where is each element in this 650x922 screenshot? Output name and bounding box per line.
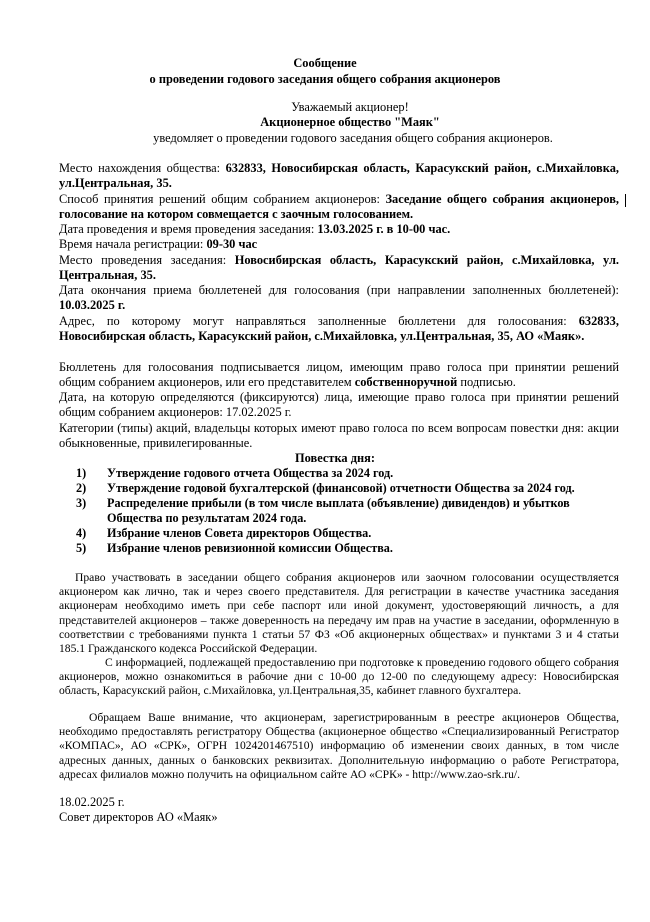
location-paragraph [59, 161, 619, 192]
agenda-item-text: Избрание членов Совета директоров Общества. [107, 526, 372, 541]
agenda-item [76, 541, 621, 556]
agenda-list [76, 466, 621, 557]
registration-paragraph [59, 237, 619, 252]
venue-value: Новосибирская область, Карасукский район, с.Михайловка, ул. Центральная, 35. [59, 253, 619, 283]
deadline-paragraph [59, 283, 619, 314]
agenda-item [76, 466, 621, 481]
address-label: Адрес, по которому могут направляться заполненные бюллетени для голосования: [59, 314, 567, 328]
ballot-paragraph [59, 360, 619, 391]
agenda-item-text: Распределение прибыли (в том числе выплата (объявление) дивидендов) и убытков Общества по результатам 2024 года. [107, 496, 570, 526]
agenda-item-number: 5) [76, 541, 87, 556]
company-name: Акционерное общество "Маяк" [260, 115, 440, 129]
agenda-item-text: Избрание членов ревизионной комиссии Общества. [107, 541, 393, 556]
categories-paragraph: Категории (типы) акций, владельцы которых имеют право голоса по всем вопросам повестки дня: акции обыкновенные, привилегированные. [59, 421, 619, 451]
ballot-bold-text: собственноручной [354, 375, 458, 390]
document-title: Сообщение [293, 56, 357, 70]
greeting: Уважаемый акционер! [291, 100, 409, 114]
method-label: Способ принятия решений общим собранием акционеров: [59, 192, 380, 206]
agenda-item-number: 1) [76, 466, 87, 480]
agenda-title: Повестка дня: [295, 451, 375, 465]
registration-value: 09-30 час [206, 237, 258, 251]
agenda-item-text: Утверждение годового отчета Общества за 2024 год. [107, 466, 394, 480]
address-paragraph [59, 314, 619, 345]
deadline-label: Дата окончания приема бюллетеней для голосования (при направлении заполненных бюллетеней): [59, 283, 619, 297]
agenda-item [76, 481, 621, 496]
address-value: 632833, Новосибирская область, Карасукский район, с.Михайловка, ул.Центральная, 35, АО «Маяк». [59, 314, 619, 344]
agenda-item-number: 3) [76, 496, 87, 511]
date-value: 13.03.2025 г. в 10-00 час. [317, 222, 451, 236]
method-value: Заседание общего собрания акционеров, голосование на котором совмещается с заочным голосованием. [59, 192, 619, 222]
method-paragraph [59, 192, 619, 223]
deadline-value: 10.03.2025 г. [59, 298, 126, 313]
info-paragraph: С информацией, подлежащей предоставлению при подготовке к проведению годового общего собрания акционеров, можно ознакомиться в рабочие дни с 10-00 до 12-00 по следующему адресу: Новосибирская область, Карасукский район, с.Михайловка, ул.Центральная,35, кабинет главного бухгалтера. [59, 656, 619, 698]
notice-line: уведомляет о проведении годового заседания общего собрания акционеров. [153, 131, 553, 145]
agenda-item-number: 4) [76, 526, 87, 541]
attention-paragraph: Обращаем Ваше внимание, что акционерам, зарегистрированным в реестре акционеров Общества, необходимо предоставлять регистратору Общества (акционерное общество «Специализированный Регистратор «КОМПАС», АО «СРК», ОГРН 1024201467510) информацию об изменении своих данных, в том числе адресных данных, данных о банковских реквизитах. Дополнительную информацию о работе Регистратора, адресах филиалов можно получить на официальном сайте АО «СРК» - http://www.zao-srk.ru/. [59, 711, 619, 781]
ballot-text: Бюллетень для голосования подписывается лицом, имеющим право голоса при принятии решений общим собранием акционеров, или его представителем [59, 360, 619, 390]
agenda-item-number: 2) [76, 481, 87, 496]
document-date: 18.02.2025 г. [59, 795, 125, 809]
record-date-paragraph: Дата, на которую определяются (фиксируются) лица, имеющие право голоса при принятии решений общим собранием акционеров: 17.02.2025 г. [59, 390, 619, 420]
date-paragraph [59, 222, 619, 237]
location-label: Место нахождения общества: [59, 161, 221, 175]
ballot-end-text: подписью. [460, 375, 516, 390]
document-subtitle: о проведении годового заседания общего собрания акционеров [149, 72, 501, 86]
registration-label: Время начала регистрации: [59, 237, 204, 251]
agenda-item [76, 526, 621, 541]
agenda-item [76, 496, 621, 526]
venue-label: Место проведения заседания: [59, 253, 227, 267]
agenda-item-text: Утверждение годовой бухгалтерской (финансовой) отчетности Общества за 2024 год. [107, 481, 575, 496]
date-label: Дата проведения и время проведения заседания: [59, 222, 315, 236]
venue-paragraph [59, 253, 619, 284]
rights-paragraph: Право участвовать в заседании общего собрания акционеров или заочном голосовании осуществляется акционером как лично, так и через своего представителя. Для регистрации в качестве участника заседания акционерам необходимо иметь при себе паспорт или иной документ, удостоверяющий личность, а для представителей акционеров – также доверенность на передачу им прав на участие в заседании, оформленную в соответствии с требованиями пункта 1 статьи 57 ФЗ «Об акционерных обществах» и пунктами 3 и 4 статьи 185.1 Гражданского кодекса Российской Федерации. [59, 571, 619, 656]
signature-line: Совет директоров АО «Маяк» [59, 810, 218, 824]
location-value: 632833, Новосибирская область, Карасукский район, с.Михайловка, ул.Центральная, 35. [59, 161, 619, 191]
text-cursor [625, 194, 626, 207]
